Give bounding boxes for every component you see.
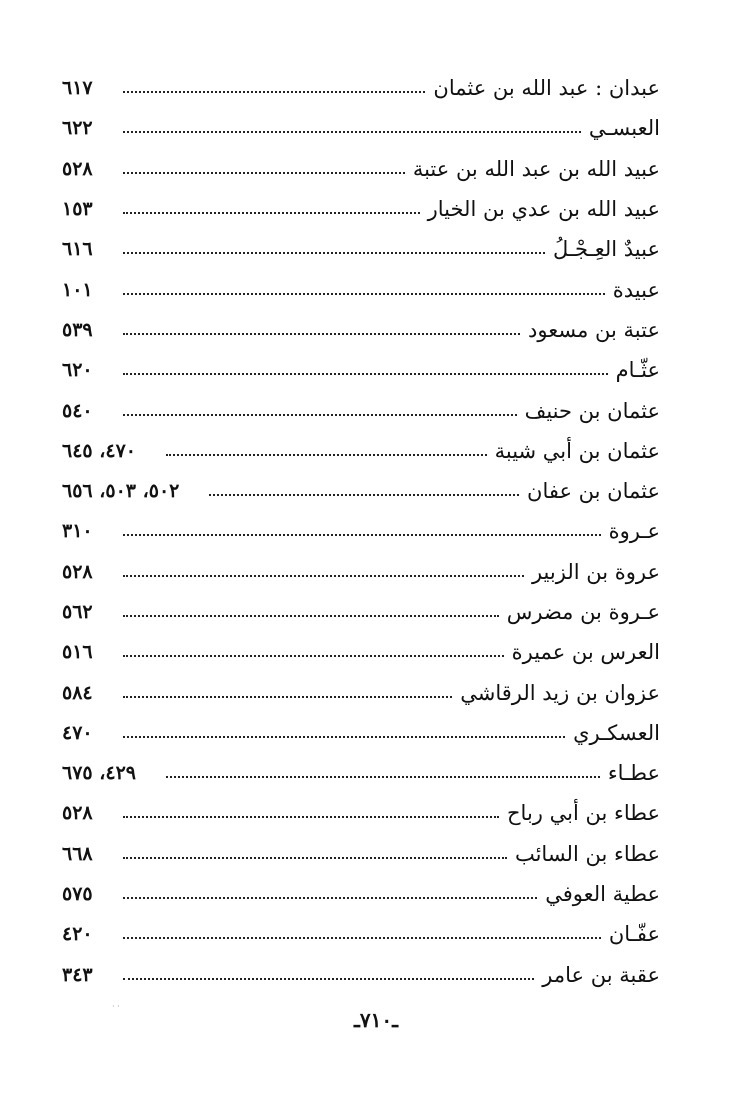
index-entry: [62, 592, 660, 632]
dot-leader: [166, 454, 487, 456]
index-entry: [62, 390, 660, 430]
index-entry: [62, 189, 660, 229]
dot-leader: [123, 131, 581, 133]
dot-leader: [123, 252, 545, 254]
entry-pages: ١٠١: [62, 278, 93, 301]
index-list: [62, 68, 660, 995]
page-number: ـ٧١٠ـ: [354, 1008, 398, 1032]
entry-name: عقبة بن عامر: [542, 962, 660, 987]
dot-leader: [123, 172, 405, 174]
entry-name: عبيدٌ العِـجْـلُ: [552, 237, 660, 262]
entry-pages: ٥٢٨: [62, 560, 93, 583]
index-entry: [62, 874, 660, 914]
entry-name: عبيد الله بن عبد الله بن عتبة: [412, 156, 660, 181]
dot-leader: [123, 333, 520, 335]
entry-pages: ٤٢٩، ٦٧٥: [62, 762, 136, 785]
index-entry: [62, 108, 660, 148]
dot-leader: [123, 696, 453, 698]
entry-name: عثمان بن حنيف: [524, 398, 660, 423]
index-entry: [62, 431, 660, 471]
index-entry: [62, 149, 660, 189]
entry-name: عثمان بن عفان: [527, 479, 660, 504]
entry-name: العرس بن عميرة: [511, 640, 660, 665]
entry-name: عثّـام: [615, 358, 660, 383]
index-entry: [62, 955, 660, 995]
dot-leader: [123, 212, 420, 214]
dot-leader: [123, 534, 601, 536]
entry-pages: ٣٤٣: [62, 963, 93, 986]
entry-pages: ٥٤٠: [62, 399, 93, 422]
entry-pages: ٥٧٥: [62, 883, 93, 906]
scan-specks: · ·: [112, 1002, 120, 1011]
entry-pages: ٦١٦: [62, 238, 93, 261]
index-entry: [62, 511, 660, 551]
dot-leader: [123, 615, 499, 617]
entry-pages: ٥٦٢: [62, 601, 93, 623]
index-entry: [62, 350, 660, 390]
dot-leader: [209, 494, 519, 496]
entry-pages: ٦٢٢: [62, 117, 93, 140]
entry-name: عبيدة: [612, 277, 660, 302]
index-entry: [62, 793, 660, 833]
index-entry: [62, 834, 660, 874]
entry-name: عفّـان: [608, 922, 660, 947]
entry-name: عطاء بن أبي رباح: [506, 801, 660, 826]
dot-leader: [166, 776, 600, 778]
index-entry: [62, 310, 660, 350]
entry-name: عزوان بن زيد الرقاشي: [460, 680, 660, 705]
entry-name: عطية العوفي: [545, 882, 660, 907]
dot-leader: [123, 414, 517, 416]
dot-leader: [123, 857, 507, 859]
dot-leader: [123, 816, 499, 818]
entry-pages: ٣١٠: [62, 520, 93, 543]
dot-leader: [123, 897, 538, 899]
index-entry: [62, 552, 660, 592]
index-entry: [62, 229, 660, 269]
entry-name: عبدان : عبد الله بن عثمان: [433, 76, 660, 101]
entry-pages: ٥١٦: [62, 641, 93, 664]
dot-leader: [123, 978, 535, 980]
entry-name: عتبة بن مسعود: [528, 317, 660, 342]
entry-pages: ٤٧٠، ٦٤٥: [62, 439, 136, 462]
index-entry: [62, 672, 660, 712]
entry-pages: ٦٦٨: [62, 842, 93, 865]
entry-pages: ٥٢٨: [62, 802, 93, 825]
index-entry: [62, 713, 660, 753]
entry-pages: ١٥٣: [62, 198, 93, 221]
entry-pages: ٥٣٩: [62, 318, 93, 341]
index-entry: [62, 753, 660, 793]
index-entry: [62, 471, 660, 511]
dot-leader: [123, 373, 608, 375]
index-entry: [62, 914, 660, 954]
entry-name: العبسـي: [588, 116, 660, 141]
entry-name: عروة بن الزبير: [531, 559, 660, 584]
entry-pages: ٥٠٢، ٥٠٣، ٦٥٦: [62, 480, 180, 503]
entry-pages: ٤٢٠: [62, 923, 93, 946]
entry-name: عثمان بن أبي شيبة: [494, 438, 660, 463]
dot-leader: [123, 91, 426, 93]
entry-pages: ٥٨٤: [62, 681, 93, 704]
dot-leader: [123, 736, 566, 738]
entry-pages: ٤٧٠: [62, 721, 93, 744]
entry-name: عطاء بن السائب: [514, 841, 660, 866]
entry-name: عـروة: [608, 519, 660, 544]
index-entry: [62, 269, 660, 309]
entry-name: عـروة بن مضرس: [506, 600, 660, 624]
entry-pages: ٦١٧: [62, 77, 93, 100]
index-entry: [62, 632, 660, 672]
dot-leader: [123, 293, 605, 295]
entry-name: عبيد الله بن عدي بن الخيار: [427, 197, 660, 222]
index-entry: [62, 68, 660, 108]
entry-pages: ٥٢٨: [62, 157, 93, 180]
dot-leader: [123, 937, 601, 939]
entry-name: العسكـري: [573, 720, 660, 745]
entry-name: عطـاء: [607, 761, 660, 786]
dot-leader: [123, 655, 504, 657]
dot-leader: [123, 575, 524, 577]
entry-pages: ٦٢٠: [62, 359, 93, 382]
